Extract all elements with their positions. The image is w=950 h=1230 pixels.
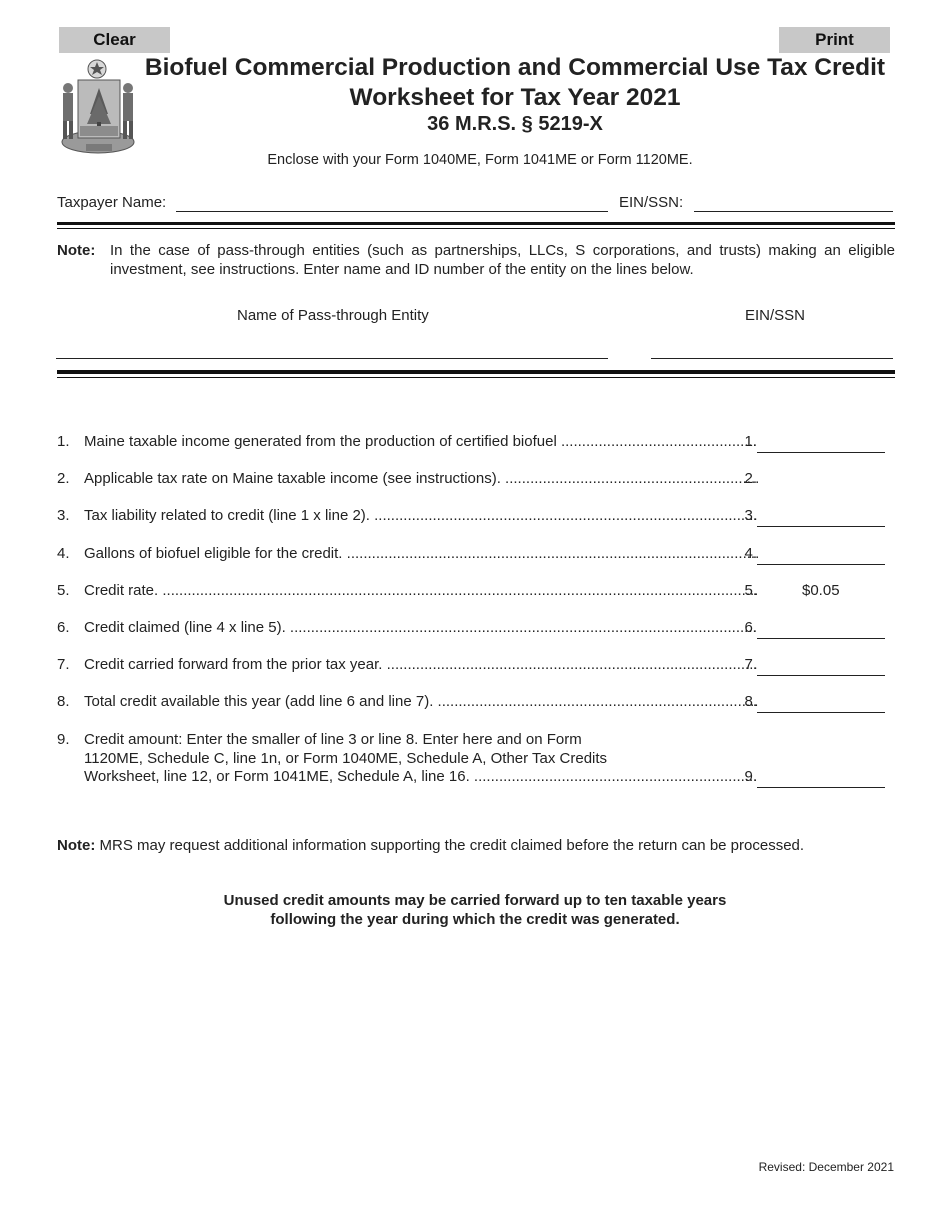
line-2-field[interactable] (757, 470, 885, 489)
line-9-text-2: 1120ME, Schedule C, line 1n, or Form 1040ME, Schedule A, Other Tax Credits (84, 749, 608, 767)
entity-name-field[interactable] (56, 340, 608, 359)
line-ref: 4. (744, 545, 757, 562)
line-description: Maine taxable income generated from the production of certified biofuel ..... (84, 433, 758, 450)
line-8-field[interactable] (757, 693, 885, 713)
line-3-row (57, 507, 897, 527)
line-ref: 9. (744, 768, 757, 785)
line-6-input[interactable] (757, 619, 885, 638)
entity-ein-input[interactable] (651, 340, 893, 358)
taxpayer-ein-label: EIN/SSN: (619, 194, 684, 211)
line-number: 1. (57, 433, 70, 450)
entity-name-header: Name of Pass-through Entity (237, 307, 429, 324)
line-ref: 7. (744, 656, 757, 673)
line-number: 2. (57, 470, 70, 487)
line-9-description (84, 731, 744, 768)
divider-thin (57, 228, 895, 229)
line-description: Gallons of biofuel eligible for the credit. ..... (84, 545, 758, 562)
line-9-field[interactable] (757, 768, 885, 788)
taxpayer-name-field[interactable] (176, 193, 608, 212)
line-description: Applicable tax rate on Maine taxable income (see instructions). ..... (84, 470, 758, 487)
line-number: 8. (57, 693, 70, 710)
line-ref: 5. (744, 582, 757, 599)
footer-note-text: MRS may request additional information supporting the credit claimed before the return can be processed. (99, 837, 805, 854)
carry-forward-line1: Unused credit amounts may be carried forward up to ten taxable years (223, 892, 727, 909)
line-7-field[interactable] (757, 656, 885, 676)
line-2-input[interactable] (757, 470, 885, 489)
line-6-field[interactable] (757, 619, 885, 639)
form-title-line1: Biofuel Commercial Production and Commercial Use Tax Credit (144, 54, 886, 81)
line-4-row (57, 545, 897, 565)
divider-thin-2 (57, 377, 895, 378)
line-number: 7. (57, 656, 70, 673)
line-4-field[interactable] (757, 545, 885, 565)
carry-forward-line2: following the year during which the credit was generated. (270, 911, 680, 928)
line-number: 3. (57, 507, 70, 524)
credit-rate-value: $0.05 (802, 582, 840, 599)
line-3-input[interactable] (757, 507, 885, 526)
line-6-row (57, 619, 897, 639)
line-description: Total credit available this year (add line 6 and line 7). ..... (84, 693, 758, 710)
enclose-instruction: Enclose with your Form 1040ME, Form 1041ME or Form 1120ME. (267, 152, 693, 168)
footer-note-label: Note: (57, 837, 96, 854)
divider-thick (57, 222, 895, 225)
line-5-row (57, 582, 897, 602)
line-2-row (57, 470, 897, 490)
taxpayer-name-input[interactable] (176, 193, 608, 211)
taxpayer-ein-field[interactable] (694, 193, 893, 212)
line-9-text-3: Worksheet, line 12, or Form 1041ME, Schedule A, line 16. ..... (84, 768, 758, 787)
line-description: Tax liability related to credit (line 1 x line 2). ..... (84, 507, 758, 524)
line-ref: 3. (744, 507, 757, 524)
revision-date: Revised: December 2021 (758, 1160, 894, 1174)
line-7-row (57, 656, 897, 676)
footer-note (57, 837, 804, 854)
divider-thick-2 (57, 370, 895, 374)
line-1-row (57, 433, 897, 453)
line-description: Credit rate. ..... (84, 582, 758, 599)
note-label: Note: (57, 242, 96, 259)
line-8-row (57, 693, 897, 713)
maine-state-seal-icon (56, 56, 141, 156)
line-ref: 6. (744, 619, 757, 636)
taxpayer-name-label: Taxpayer Name: (57, 194, 167, 211)
line-ref: 1. (744, 433, 757, 450)
line-1-input[interactable] (757, 433, 885, 452)
line-ref: 8. (744, 693, 757, 710)
line-8-input[interactable] (757, 693, 885, 712)
line-9-input[interactable] (757, 768, 885, 787)
line-1-field[interactable] (757, 433, 885, 453)
line-9-text-1: Credit amount: Enter the smaller of line 3 or line 8. Enter here and on Form (84, 731, 582, 748)
line-description: Credit claimed (line 4 x line 5). ..... (84, 619, 758, 636)
print-button[interactable]: Print (779, 27, 890, 53)
entity-name-input[interactable] (56, 340, 608, 358)
passthrough-note: In the case of pass-through entities (such as partnerships, LLCs, S corporations, and trusts) making an eligible investment, see instructions. Enter name and ID number of the entity on the lines below. (110, 242, 895, 278)
line-4-input[interactable] (757, 545, 885, 564)
line-number: 4. (57, 545, 70, 562)
entity-ein-header: EIN/SSN (745, 307, 806, 324)
entity-ein-field[interactable] (651, 340, 893, 359)
line-7-input[interactable] (757, 656, 885, 675)
line-number: 6. (57, 619, 70, 636)
line-description: Credit carried forward from the prior tax year. ..... (84, 656, 758, 673)
form-title-line2: Worksheet for Tax Year 2021 (349, 84, 681, 111)
line-3-field[interactable] (757, 507, 885, 527)
line-ref: 2. (744, 470, 757, 487)
statute-reference: 36 M.R.S. § 5219-X (427, 113, 603, 135)
line-number: 5. (57, 582, 70, 599)
taxpayer-ein-input[interactable] (694, 193, 893, 211)
line-number: 9. (57, 731, 70, 748)
clear-button[interactable]: Clear (59, 27, 170, 53)
carry-forward-notice (0, 891, 950, 929)
